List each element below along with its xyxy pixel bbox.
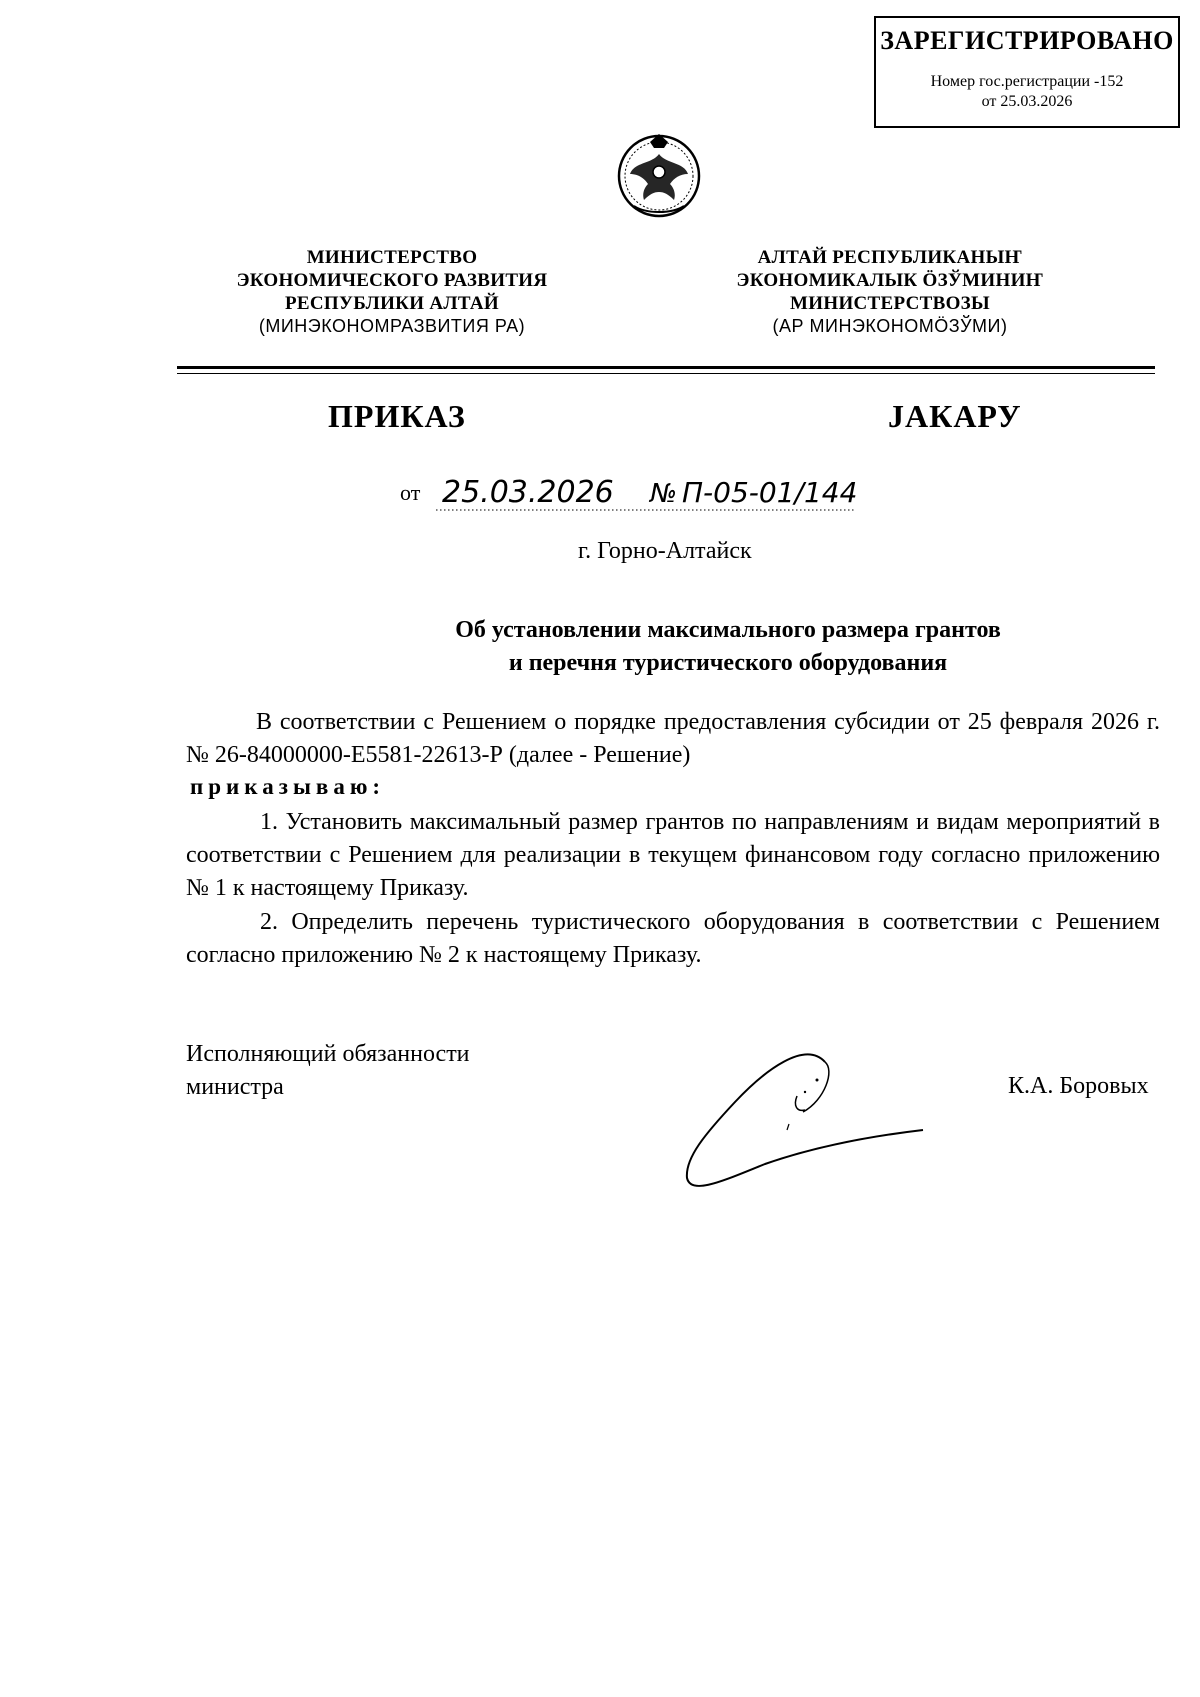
stamp-registration-number: Номер гос.регистрации -152 [930,73,1124,90]
header-separator [177,366,1155,378]
ministry-name-altai [670,246,1110,338]
date-number-line [400,466,860,516]
coat-of-arms-icon [604,124,714,224]
handwritten-date-number [436,466,866,516]
ministry-ru-line3: РЕСПУБЛИКИ АЛТАЙ [285,293,499,314]
ministry-alt-abbreviation: (АР МИНЭКОНОМÖЗЎМИ) [772,316,1008,336]
stamp-title: ЗАРЕГИСТРИРОВАНО [880,26,1174,55]
ministry-ru-abbreviation: (МИНЭКОНОМРАЗВИТИЯ РА) [258,316,526,336]
handwritten-signature [665,1040,925,1200]
signer-position-line1: Исполняющий обязанности [186,1041,470,1067]
signer-position-line2: министра [186,1074,284,1100]
ministry-ru-line1: МИНИСТЕРСТВО [306,247,478,268]
ministry-alt-line1: АЛТАЙ РЕСПУБЛИКАНЫҤ [757,247,1023,268]
ministry-ru-line2: ЭКОНОМИЧЕСКОГО РАЗВИТИЯ [236,270,548,291]
signer-position [186,1038,470,1104]
doc-type-altai: ЈАКАРУ [888,398,1022,434]
ministry-alt-line2: ЭКОНОМИКАЛЫК ÖЗЎМИНИҤ [736,270,1044,291]
order-word: приказываю: [190,774,386,799]
doc-type-russian: ПРИКАЗ [328,398,466,434]
order-item-1: 1. Установить максимальный размер грантов по направлениям и видам мероприятий в соответствии с Решением для реализации в текущем финансовом году согласно приложению № 1 к настоящему Приказу. [186,809,1160,901]
registration-stamp [874,16,1180,128]
handwritten-date: 25.03.2026 [442,475,614,510]
date-prefix: от [400,480,421,505]
order-item-2: 2. Определить перечень туристического оборудования в соответствии с Решением согласно приложению № 2 к настоящему Приказу. [186,909,1160,968]
handwritten-number: П-05-01/144 [682,476,858,509]
order-subject [190,614,1200,680]
handwritten-number-sign: № [650,479,678,509]
subject-line2: и перечня туристического оборудования [508,650,948,676]
signer-name: К.А. Боровых [1008,1073,1149,1099]
preamble-paragraph: В соответствии с Решением о порядке предоставления субсидии от 25 февраля 2026 г. № 26-84000000-Е5581-22613-Р (далее - Решение) [186,709,1160,768]
ministry-name-russian [172,246,612,338]
ministry-alt-line3: МИНИСТЕРСТВОЗЫ [790,293,990,314]
stamp-date: от 25.03.2026 [981,93,1073,110]
city: г. Горно-Алтайск [578,538,752,564]
subject-line1: Об установлении максимального размера грантов [455,617,1001,643]
